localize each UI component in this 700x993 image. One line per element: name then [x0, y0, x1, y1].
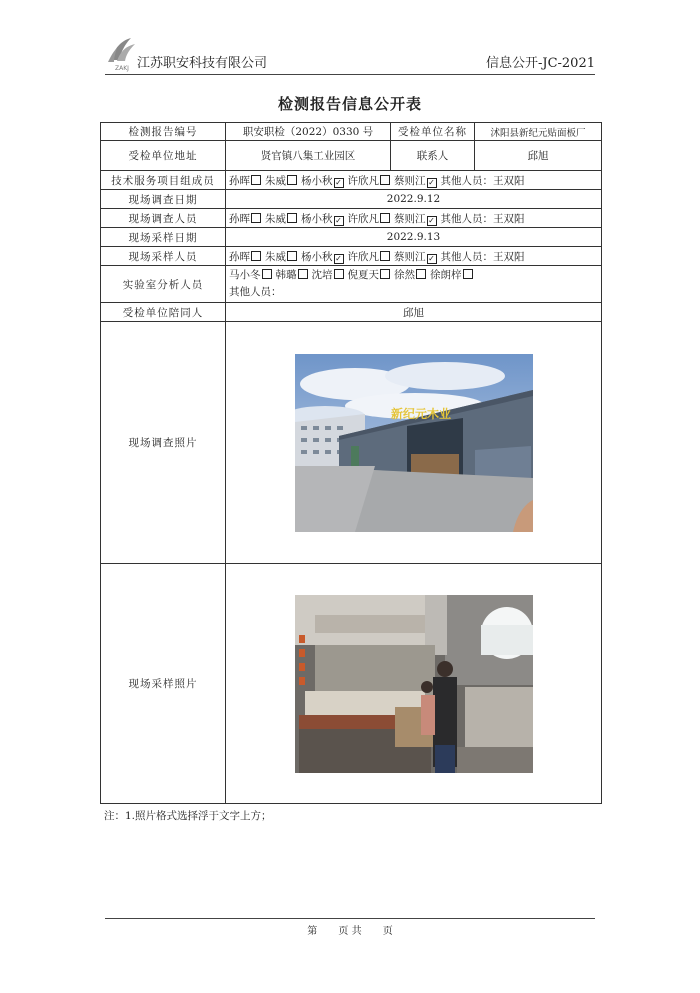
- table-row: [101, 228, 602, 247]
- table-row: [101, 266, 602, 303]
- page-header: [105, 34, 595, 75]
- contact-label: 联系人: [391, 141, 475, 171]
- staff-name: 杨小秋: [301, 212, 333, 225]
- company-name: 江苏职安科技有限公司: [137, 56, 268, 71]
- checkbox-checked-icon: ✓: [428, 253, 435, 263]
- checkbox-icon: [463, 269, 473, 279]
- logo-text: ZAKJ: [115, 65, 129, 72]
- checkbox-icon: [262, 269, 272, 279]
- table-row: [101, 123, 602, 141]
- checkbox-checked-icon: ✓: [428, 177, 435, 187]
- staff-name: 许欣凡: [347, 212, 379, 225]
- staff-name: 朱威: [265, 174, 286, 187]
- survey-photo-cell: [226, 322, 602, 564]
- sampling-date-value: 2022.9.13: [226, 228, 602, 247]
- checkbox-icon: [298, 269, 308, 279]
- checkbox-icon: [380, 269, 390, 279]
- checkbox-icon: [380, 213, 390, 223]
- survey-staff-label: 现场调查人员: [101, 209, 226, 228]
- staff-name: 倪夏天: [347, 269, 379, 281]
- page-title: 检测报告信息公开表: [277, 95, 422, 113]
- checkbox-icon: [287, 251, 297, 261]
- table-row: [101, 322, 602, 564]
- checkbox-icon: [251, 175, 261, 185]
- staff-name: 沈培: [311, 269, 333, 281]
- other-staff: 其他人员：王双阳: [440, 250, 525, 263]
- checkbox-icon: [380, 251, 390, 261]
- staff-name: 朱威: [265, 250, 286, 263]
- staff-name: 韩璐: [275, 269, 297, 281]
- staff-name: 蔡则江: [394, 250, 426, 263]
- footer-total-label: 页 共: [338, 926, 362, 937]
- table-row: [101, 564, 602, 804]
- checkbox-checked-icon: ✓: [335, 177, 342, 187]
- inspected-unit-value: 沭阳县新纪元贴面板厂: [475, 123, 602, 141]
- inspected-unit-label: 受检单位名称: [391, 123, 475, 141]
- lab-staff-members: [226, 266, 602, 303]
- staff-name: 马小冬: [229, 269, 261, 281]
- survey-date-label: 现场调查日期: [101, 190, 226, 209]
- sampling-photo: [295, 595, 533, 773]
- report-no-value: 职安职检（2022）0330 号: [226, 123, 391, 141]
- staff-name: 许欣凡: [347, 250, 379, 263]
- footer-end-label: 页: [382, 926, 393, 937]
- sampling-photo-cell: [226, 564, 602, 804]
- staff-name: 杨小秋: [301, 174, 333, 187]
- sampling-photo-label: 现场采样照片: [101, 564, 226, 804]
- survey-photo: [295, 354, 533, 532]
- table-row: [101, 171, 602, 190]
- checkbox-icon: [251, 251, 261, 261]
- address-label: 受检单位地址: [101, 141, 226, 171]
- survey-staff-members: [226, 209, 602, 228]
- factory-sign-text: 新纪元木业: [390, 406, 451, 421]
- tech-team-members: [226, 171, 602, 190]
- sampling-staff-members: [226, 247, 602, 266]
- staff-name: 朱威: [265, 212, 286, 225]
- lab-staff-others: 其他人员：: [229, 286, 282, 298]
- report-no-label: 检测报告编号: [101, 123, 226, 141]
- companion-label: 受检单位陪同人: [101, 303, 226, 322]
- staff-name: 蔡则江: [394, 174, 426, 187]
- companion-value: 邱旭: [226, 303, 602, 322]
- staff-name: 孙晖: [229, 212, 250, 225]
- lab-staff-names: [229, 267, 598, 284]
- checkbox-icon: [416, 269, 426, 279]
- staff-name: 许欣凡: [347, 174, 379, 187]
- checkbox-icon: [334, 269, 344, 279]
- staff-name: 杨小秋: [301, 250, 333, 263]
- lab-staff-label: 实验室分析人员: [101, 266, 226, 303]
- footer-rule: [105, 918, 595, 919]
- table-row: [101, 141, 602, 171]
- survey-date-value: 2022.9.12: [226, 190, 602, 209]
- tech-team-label: 技术服务项目组成员: [101, 171, 226, 190]
- checkbox-checked-icon: ✓: [335, 253, 342, 263]
- staff-name: 孙晖: [229, 250, 250, 263]
- staff-name: 徐朗梓: [430, 269, 462, 281]
- checkbox-checked-icon: ✓: [335, 215, 342, 225]
- other-staff: 其他人员：王双阳: [440, 212, 525, 225]
- checkbox-icon: [251, 213, 261, 223]
- sampling-staff-label: 现场采样人员: [101, 247, 226, 266]
- table-row: [101, 209, 602, 228]
- staff-name: 孙晖: [229, 174, 250, 187]
- sampling-date-label: 现场采样日期: [101, 228, 226, 247]
- contact-value: 邱旭: [475, 141, 602, 171]
- page-footer: [0, 922, 700, 937]
- other-staff: 其他人员：王双阳: [440, 174, 525, 187]
- table-row: [101, 190, 602, 209]
- company-logo: [105, 34, 139, 72]
- table-row: [101, 247, 602, 266]
- document-number: 信息公开-JC-2021: [485, 56, 595, 71]
- staff-name: 徐然: [394, 269, 415, 281]
- footer-page-label: 第: [307, 926, 318, 937]
- checkbox-icon: [380, 175, 390, 185]
- table-row: [101, 303, 602, 322]
- staff-name: 蔡则江: [394, 212, 426, 225]
- report-info-table: [100, 122, 602, 804]
- checkbox-icon: [287, 175, 297, 185]
- address-value: 贤官镇八集工业园区: [226, 141, 391, 171]
- survey-photo-label: 现场调查照片: [101, 322, 226, 564]
- checkbox-icon: [287, 213, 297, 223]
- footnote: 注：1.照片格式选择浮于文字上方；: [104, 810, 272, 822]
- checkbox-checked-icon: ✓: [428, 215, 435, 225]
